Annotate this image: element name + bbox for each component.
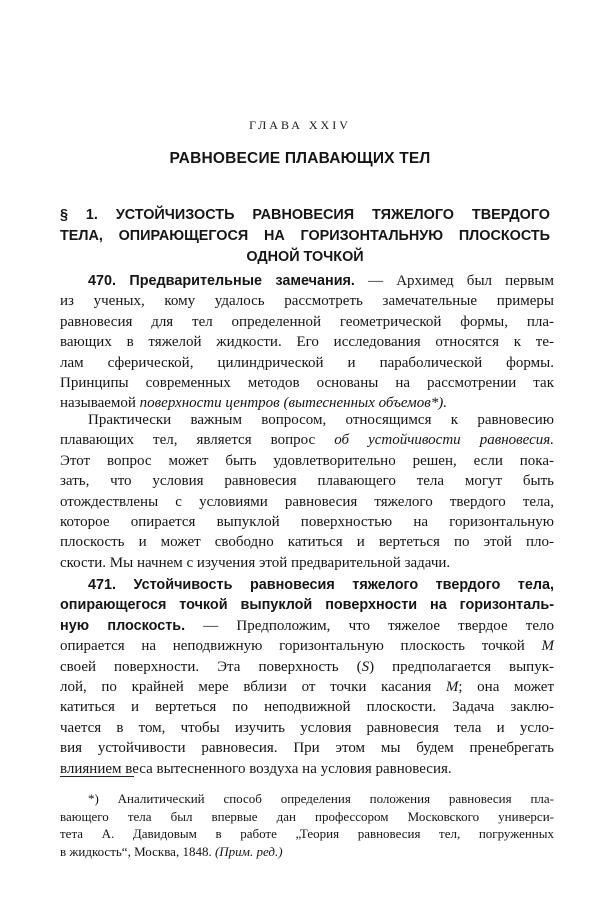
footnote-line: вающего тела был впервые дан профессором Московского универси-: [60, 808, 554, 824]
article-471-heading-line: опирающегося точкой выпуклой поверхности на горизонталь-: [60, 597, 554, 614]
text-fragment: — Архимед был первым: [354, 273, 554, 289]
paragraph-practical: [60, 410, 554, 573]
text-line: [60, 430, 554, 450]
section-title: [60, 205, 550, 268]
footnote-divider: [60, 776, 134, 777]
text-line: лам сферической, цилиндрической и параболической формы.: [60, 354, 554, 371]
emphasis-text: поверхности центров (вытесненных объемов*).: [139, 395, 447, 412]
math-symbol: M: [541, 638, 554, 655]
text-fragment: называемой: [60, 395, 140, 412]
text-line: плоскость и может свободно катиться и вертеться по этой пло-: [60, 534, 554, 551]
section-title-line: § 1. УСТОЙЧИЗОСТЬ РАВНОВЕСИЯ ТЯЖЕЛОГО ТВЕРДОГО: [60, 207, 550, 223]
footnote: [60, 790, 554, 860]
text-line: скости. Мы начнем с изучения этой предварительной задачи.: [60, 554, 451, 571]
article-470: [60, 271, 554, 414]
text-line: [60, 616, 554, 636]
text-line: влиянием веса вытесненного воздуха на условия равновесия.: [60, 760, 452, 777]
editor-note: (Прим. ред.): [214, 843, 283, 859]
chapter-label: ГЛАВА XXIV: [249, 118, 351, 132]
text-line: [60, 677, 554, 697]
text-fragment: опирается на неподвижную горизонтальную плоскость точкой: [60, 638, 542, 655]
article-471-heading-line: 471. Устойчивость равновесия тяжелого твердого тела,: [88, 577, 554, 593]
footnote-line: тета А. Давидовым в работе „Теория равновесия тел, погруженных: [60, 826, 554, 842]
text-fragment: в жидкость“, Москва, 1848.: [60, 843, 215, 859]
text-fragment: своей поверхности. Эта поверхность (: [60, 658, 362, 675]
math-symbol: M: [445, 679, 459, 696]
text-fragment: плавающих тел, является вопрос: [60, 432, 335, 449]
text-fragment: — Предположим, что тяжелое твердое тело: [185, 617, 554, 634]
text-line: [60, 636, 554, 656]
text-line: [60, 657, 554, 677]
text-line: вия устойчивости равновесия. При этом мы будем пренебрегать: [60, 740, 554, 757]
emphasis-text: об устойчивости равновесия.: [334, 432, 555, 449]
text-line: из ученых, кому удалось рассмотреть замечательные примеры: [60, 293, 554, 310]
text-line: катиться и вертеться по неподвижной плоскости. Задача заклю-: [60, 699, 554, 716]
chapter-title: РАВНОВЕСИЕ ПЛАВАЮЩИХ ТЕЛ: [169, 150, 431, 167]
text-line: которое опирается выпуклой поверхностью на горизонтальную: [60, 514, 554, 531]
text-line: чается в том, чтобы изучить условия равновесия тела и усло-: [60, 719, 554, 736]
text-line: равновесия для тел определенной геометрической формы, пла-: [60, 313, 554, 330]
text-line: вающих в тяжелой жидкости. Его исследования относятся к те-: [60, 334, 554, 351]
text-fragment: лой, по крайней мере вблизи от точки касания: [60, 679, 446, 696]
text-line: зать, что условия равновесия плавающего тела могут быть: [60, 473, 554, 490]
text-line: Практически важным вопросом, относящимся к равновесию: [88, 412, 554, 428]
article-471: [60, 575, 554, 779]
text-fragment: ) предполагается выпук-: [369, 658, 554, 675]
text-fragment: ; она может: [458, 679, 555, 696]
article-471-heading-line: ную плоскость.: [60, 617, 186, 634]
math-symbol: S: [361, 658, 370, 675]
section-title-line: ОДНОЙ ТОЧКОЙ: [246, 249, 364, 265]
footnote-line: *) Аналитический способ определения положения равновесия пла-: [88, 791, 554, 806]
text-line: [60, 271, 554, 291]
section-title-line: ТЕЛА, ОПИРАЮЩЕГОСЯ НА ГОРИЗОНТАЛЬНУЮ ПЛОСКОСТЬ: [60, 228, 550, 244]
text-line: отождествлены с условиями равновесия тяжелого твердого тела,: [60, 493, 554, 510]
article-470-heading: 470. Предварительные замечания.: [88, 273, 355, 289]
footnote-line: [60, 843, 554, 861]
text-line: Принципы современных методов основаны на рассмотрении так: [60, 375, 554, 392]
text-line: Этот вопрос может быть удовлетворительно решен, если пока-: [60, 452, 554, 469]
